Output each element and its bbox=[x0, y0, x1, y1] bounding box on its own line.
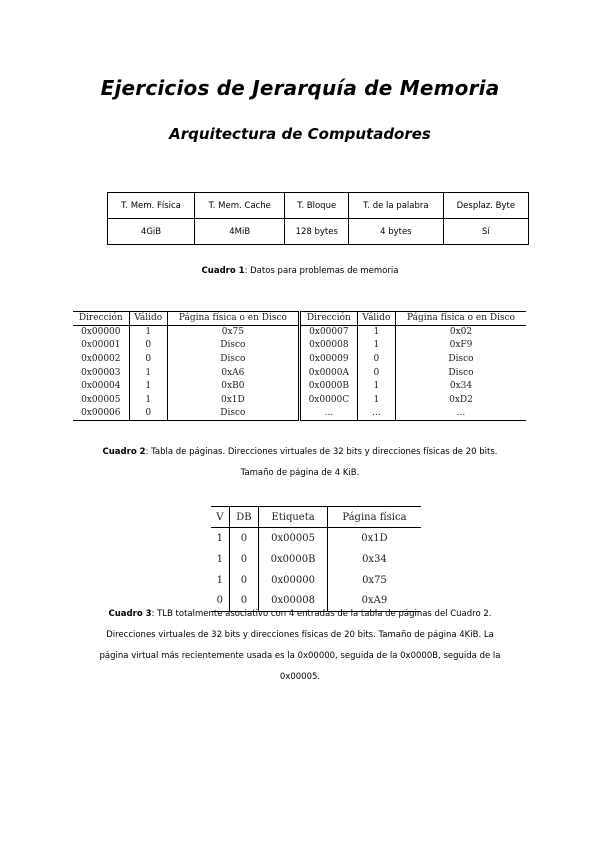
caption-2-line-1 bbox=[0, 447, 600, 457]
table-cell: 0x00005 bbox=[81, 394, 121, 405]
table-cell: Disco bbox=[167, 352, 299, 366]
table-cell: 0x00008 bbox=[259, 591, 328, 612]
page-table bbox=[73, 311, 526, 421]
table-cell: 0x00004 bbox=[81, 381, 121, 392]
table-cell: 4 bytes bbox=[349, 219, 444, 245]
table-row bbox=[73, 352, 526, 366]
table-row bbox=[73, 379, 526, 393]
header-cell: Válido bbox=[129, 312, 167, 326]
table-cell: 0x00002 bbox=[81, 354, 121, 365]
table-cell: 1 bbox=[357, 379, 395, 393]
table-cell: 0 bbox=[229, 570, 259, 591]
table-cell: 0x75 bbox=[327, 570, 421, 591]
table-cell: 0 bbox=[211, 591, 229, 612]
table-cell: 0x02 bbox=[395, 325, 526, 339]
table-cell: Disco bbox=[167, 407, 299, 421]
table-cell: 0x00009 bbox=[299, 352, 357, 366]
table-row bbox=[211, 570, 421, 591]
table-row bbox=[211, 528, 421, 549]
caption-text: : Datos para problemas de memoria bbox=[244, 266, 399, 276]
table-cell: 0x34 bbox=[327, 549, 421, 570]
table-row bbox=[73, 366, 526, 380]
caption-3-line-4: 0x00005. bbox=[279, 672, 321, 682]
table-cell: 0 bbox=[129, 339, 167, 353]
table-cell: 0x00001 bbox=[81, 340, 121, 351]
table-cell: 128 bytes bbox=[285, 219, 349, 245]
table-cell: 0x00007 bbox=[299, 325, 357, 339]
table-cell: 0x1D bbox=[327, 528, 421, 549]
table-cell: 1 bbox=[357, 339, 395, 353]
table-cell: 0x0000C bbox=[299, 393, 357, 407]
caption-3-line-3: página virtual más recientemente usada es la 0x00000, seguida de la 0x0000B, seguida de la bbox=[99, 651, 501, 661]
header-cell: Página física bbox=[327, 507, 421, 528]
tlb-table-wrapper bbox=[211, 506, 421, 612]
caption-label: Cuadro 3 bbox=[108, 609, 152, 619]
tlb-table bbox=[211, 506, 421, 612]
table-cell: 0 bbox=[129, 352, 167, 366]
table-header-row bbox=[108, 193, 529, 219]
table-cell: 0x0000B bbox=[259, 549, 328, 570]
table-cell: 0 bbox=[229, 591, 259, 612]
header-cell: Desplaz. Byte bbox=[443, 193, 528, 219]
table-row bbox=[73, 325, 526, 339]
table-cell: Disco bbox=[395, 352, 526, 366]
table-cell: 0x00000 bbox=[259, 570, 328, 591]
table-cell: 0x0000B bbox=[299, 379, 357, 393]
caption-3-line-2: Direcciones virtuales de 32 bits y direcciones físicas de 20 bits. Tamaño de página 4KiB. La bbox=[106, 630, 494, 640]
table-header-row bbox=[73, 312, 526, 326]
table-cell: 0 bbox=[129, 407, 167, 421]
table-cell: 1 bbox=[129, 393, 167, 407]
page-table-wrapper bbox=[73, 311, 526, 421]
header-cell: Dirección bbox=[73, 312, 129, 326]
table-cell: 1 bbox=[216, 574, 224, 586]
caption-label: Cuadro 1 bbox=[201, 266, 245, 276]
caption-text: : TLB totalmente asociativo con 4 entradas de la tabla de páginas del Cuadro 2. bbox=[151, 609, 492, 619]
header-cell: T. Bloque bbox=[285, 193, 349, 219]
table-cell: Disco bbox=[395, 366, 526, 380]
table-cell: 0xA9 bbox=[327, 591, 421, 612]
table-cell: 0x00006 bbox=[73, 407, 129, 421]
table-cell: 1 bbox=[216, 553, 224, 565]
header-cell: T. Mem. Cache bbox=[195, 193, 285, 219]
table-cell: 0x1D bbox=[167, 393, 299, 407]
table-row bbox=[73, 393, 526, 407]
table-cell: 1 bbox=[129, 325, 167, 339]
header-cell: Válido bbox=[357, 312, 395, 326]
header-cell: Página física o en Disco bbox=[167, 312, 299, 326]
header-cell: T. de la palabra bbox=[349, 193, 444, 219]
caption-1 bbox=[0, 266, 600, 276]
table-row bbox=[73, 339, 526, 353]
table-cell: 4MiB bbox=[195, 219, 285, 245]
table-cell: 0x00000 bbox=[81, 327, 121, 338]
table-row bbox=[73, 407, 526, 421]
table-cell: ... bbox=[357, 407, 395, 421]
table-cell: 1 bbox=[357, 325, 395, 339]
caption-3-line-1 bbox=[0, 609, 600, 619]
table-cell: ... bbox=[299, 407, 357, 421]
caption-label: Cuadro 2 bbox=[102, 447, 146, 457]
table-cell: 4GiB bbox=[108, 219, 195, 245]
caption-text: : Tabla de páginas. Direcciones virtuales de 32 bits y direcciones físicas de 20 bits. bbox=[145, 447, 498, 457]
memory-data-table bbox=[107, 192, 529, 245]
table-cell: 1 bbox=[357, 393, 395, 407]
table-cell: 1 bbox=[216, 532, 224, 544]
table-cell: 0x0000A bbox=[299, 366, 357, 380]
table-cell: 0 bbox=[357, 366, 395, 380]
header-cell: T. Mem. Física bbox=[108, 193, 195, 219]
table-header-row bbox=[211, 507, 421, 528]
table-cell: 0 bbox=[229, 549, 259, 570]
header-cell: Etiqueta bbox=[259, 507, 328, 528]
header-cell: V bbox=[211, 507, 229, 528]
table-row bbox=[108, 219, 529, 245]
table-cell: 0 bbox=[357, 352, 395, 366]
header-cell: Dirección bbox=[299, 312, 357, 326]
table-cell: 0xD2 bbox=[395, 393, 526, 407]
table-cell: 0x00008 bbox=[299, 339, 357, 353]
table-cell: Sí bbox=[443, 219, 528, 245]
caption-2-line-2: Tamaño de página de 4 KiB. bbox=[240, 468, 360, 478]
table-cell: 0 bbox=[229, 528, 259, 549]
table-cell: 0x75 bbox=[167, 325, 299, 339]
document-subtitle: Arquitectura de Computadores bbox=[169, 125, 431, 143]
table-cell: 1 bbox=[129, 379, 167, 393]
table-cell: 0x34 bbox=[395, 379, 526, 393]
document-title: Ejercicios de Jerarquía de Memoria bbox=[100, 76, 500, 100]
table-cell: 0x00003 bbox=[81, 367, 121, 378]
header-cell: DB bbox=[229, 507, 259, 528]
header-cell: Página física o en Disco bbox=[395, 312, 526, 326]
table-cell: Disco bbox=[167, 339, 299, 353]
table-cell: 0xB0 bbox=[167, 379, 299, 393]
table-cell: 1 bbox=[129, 366, 167, 380]
table-row bbox=[211, 549, 421, 570]
table-cell: ... bbox=[395, 407, 526, 421]
table-cell: 0xF9 bbox=[395, 339, 526, 353]
table-cell: 0xA6 bbox=[167, 366, 299, 380]
table-cell: 0x00005 bbox=[259, 528, 328, 549]
